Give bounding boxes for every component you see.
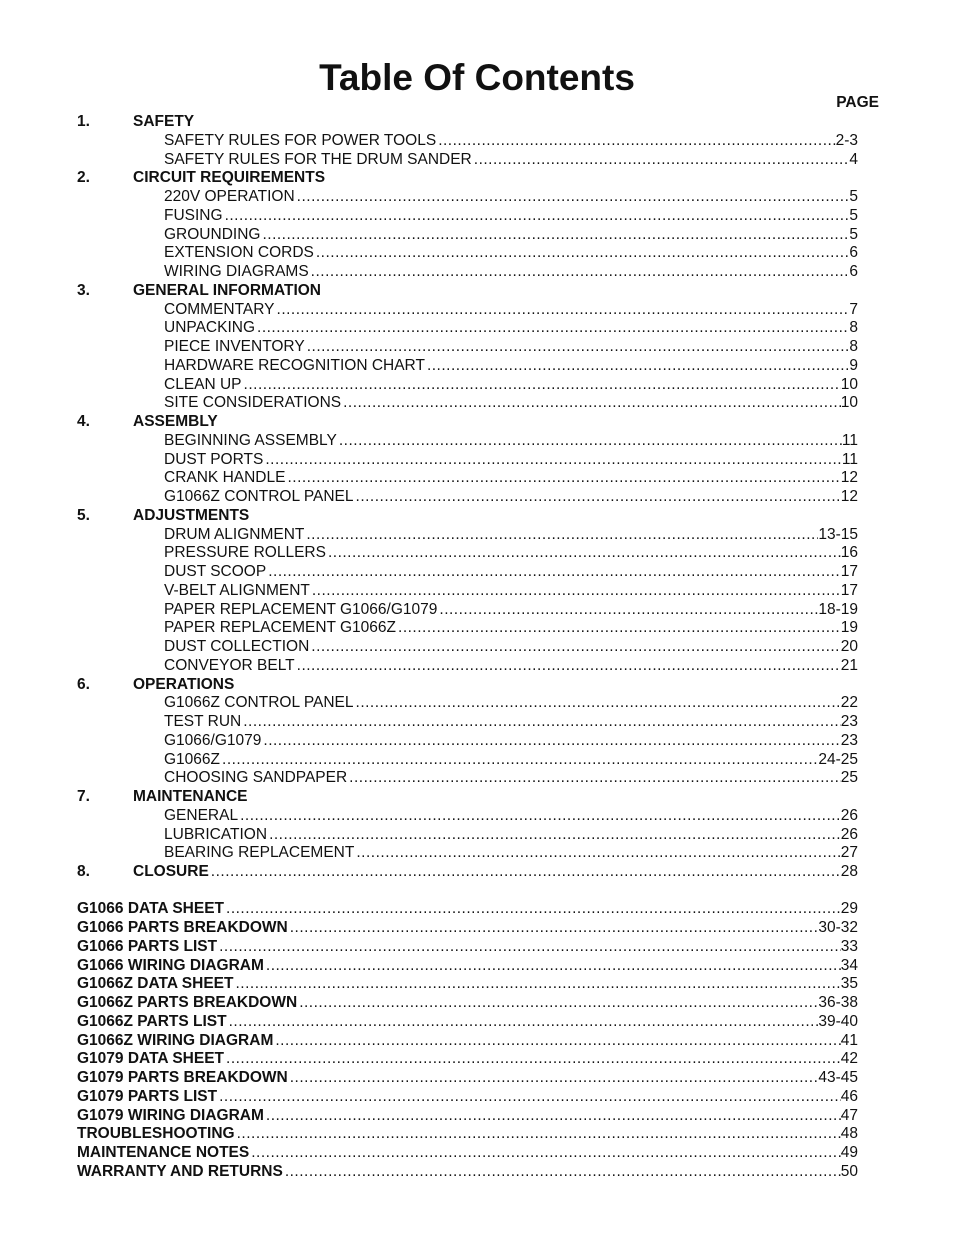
- toc-entry-line: [164, 263, 858, 282]
- spacer: [77, 882, 858, 901]
- toc-entry-label: G1066Z DATA SHEET: [77, 975, 234, 993]
- toc-entry-page: 42: [840, 1050, 858, 1068]
- toc-section-heading[interactable]: [77, 788, 858, 807]
- toc-entry-label: DUST SCOOP: [164, 563, 267, 580]
- dot-leader: [219, 938, 841, 957]
- dot-leader: [439, 601, 818, 620]
- toc-entry-page: 8: [849, 338, 858, 355]
- toc-entry-label: CHOOSING SANDPAPER: [164, 769, 348, 787]
- dot-leader: [474, 151, 850, 170]
- dot-leader: [226, 1050, 841, 1069]
- toc-entry-line: [77, 1013, 858, 1032]
- section-number: 4.: [77, 413, 90, 430]
- toc-entry-line: [164, 732, 858, 751]
- toc-entry[interactable]: [77, 919, 858, 938]
- toc-entry-line: [164, 601, 858, 620]
- toc-entry-page: 23: [840, 731, 858, 749]
- toc-entry-line: [164, 394, 858, 413]
- toc-entry-page: 5: [849, 206, 858, 224]
- dot-leader: [285, 1163, 841, 1182]
- section-number: 3.: [77, 281, 90, 299]
- toc-entry-page: 11: [841, 431, 858, 449]
- section-number: 2.: [77, 169, 90, 187]
- toc-entry-line: [164, 807, 858, 826]
- toc-entry-page: 5: [849, 188, 858, 205]
- toc-entry-label: HARDWARE RECOGNITION CHART: [164, 356, 425, 374]
- toc-entry-page: 24-25: [818, 750, 858, 768]
- toc-entry-page: 9: [849, 356, 858, 374]
- toc-entry-page: 20: [840, 638, 858, 655]
- toc-section-heading[interactable]: [77, 863, 858, 882]
- toc-entry-line: [77, 1088, 858, 1107]
- toc-entry-line: [164, 376, 858, 395]
- toc-entry[interactable]: [77, 900, 858, 919]
- toc-entry[interactable]: [77, 844, 858, 863]
- dot-leader: [211, 863, 841, 882]
- toc-entry[interactable]: [77, 807, 858, 826]
- section-title: OPERATIONS: [133, 675, 235, 693]
- toc-entry[interactable]: [77, 338, 858, 357]
- toc-entry-page: 50: [840, 1162, 858, 1180]
- dot-leader: [277, 301, 850, 320]
- page-column-label: PAGE: [836, 94, 879, 111]
- toc-entry[interactable]: [77, 769, 858, 788]
- toc-entry-line: [164, 226, 858, 245]
- toc-entry[interactable]: [77, 526, 858, 545]
- toc-entry-line: [164, 244, 858, 263]
- toc-entry-label: G1079 PARTS BREAKDOWN: [77, 1069, 288, 1086]
- toc-entry[interactable]: [77, 732, 858, 751]
- toc-entry-line: [164, 844, 858, 863]
- toc-entry-line: [164, 151, 858, 170]
- toc-entry-label: CRANK HANDLE: [164, 469, 286, 487]
- toc-entry-line: [164, 451, 858, 470]
- dot-leader: [311, 638, 840, 657]
- toc-entry[interactable]: [77, 151, 858, 170]
- toc-entry-page: 49: [840, 1144, 858, 1161]
- toc-entry-page: 18-19: [818, 600, 858, 618]
- toc-entry-label: G1066 WIRING DIAGRAM: [77, 956, 264, 974]
- toc-entry-line: [164, 338, 858, 357]
- dot-leader: [225, 207, 850, 226]
- toc-entry[interactable]: [77, 394, 858, 413]
- dot-leader: [297, 657, 841, 676]
- toc-entry-line: [164, 132, 858, 151]
- section-title: SAFETY: [133, 113, 195, 130]
- toc-entry-line: [164, 488, 858, 507]
- toc-entry-page: 13-15: [818, 525, 858, 543]
- toc-section-heading[interactable]: [77, 169, 858, 188]
- dot-leader: [257, 319, 849, 338]
- toc-entry-page: 29: [840, 900, 858, 918]
- toc-entry-label: PRESSURE ROLLERS: [164, 544, 326, 562]
- toc-entry-page: 10: [840, 375, 858, 393]
- dot-leader: [226, 900, 841, 919]
- toc-entry-label: SAFETY RULES FOR THE DRUM SANDER: [164, 150, 472, 168]
- toc-entry-label: SITE CONSIDERATIONS: [164, 394, 342, 412]
- toc-entry-label: DUST PORTS: [164, 450, 264, 468]
- toc-entry-page: 7: [849, 300, 858, 318]
- dot-leader: [356, 694, 841, 713]
- dot-leader: [290, 1069, 819, 1088]
- toc-entry[interactable]: [77, 263, 858, 282]
- toc-entry[interactable]: [77, 207, 858, 226]
- toc-entry-line: [77, 919, 858, 938]
- toc-entry-label: PAPER REPLACEMENT G1066/G1079: [164, 600, 438, 618]
- toc-entry[interactable]: [77, 1050, 858, 1069]
- toc-entry[interactable]: [77, 1163, 858, 1182]
- dot-leader: [244, 376, 841, 395]
- toc-entry-label: G1079 WIRING DIAGRAM: [77, 1106, 264, 1124]
- toc-entry-label: MAINTENANCE NOTES: [77, 1144, 250, 1161]
- toc-entry[interactable]: [77, 601, 858, 620]
- dot-leader: [266, 1107, 841, 1126]
- toc-entry[interactable]: [77, 582, 858, 601]
- toc-entry-page: 48: [840, 1125, 858, 1143]
- toc-entry-page: 4: [849, 150, 858, 168]
- dot-leader: [275, 1032, 840, 1051]
- toc-entry-page: 17: [840, 563, 858, 580]
- toc-entry-line: [164, 769, 858, 788]
- toc-entry-line: [164, 713, 858, 732]
- toc-entry-label: DUST COLLECTION: [164, 638, 310, 655]
- toc-entry[interactable]: [77, 1125, 858, 1144]
- toc-entry-line: [164, 301, 858, 320]
- toc-entry-label: G1066/G1079: [164, 731, 262, 749]
- toc-entry[interactable]: [77, 132, 858, 151]
- dot-leader: [438, 132, 835, 151]
- toc-entry-page: 8: [849, 319, 858, 337]
- toc-entry-label: UNPACKING: [164, 319, 256, 337]
- toc-entry[interactable]: [77, 975, 858, 994]
- dot-leader: [339, 432, 842, 451]
- toc-entry-page: 12: [840, 488, 858, 505]
- dot-leader: [240, 807, 841, 826]
- toc-entry[interactable]: [77, 751, 858, 770]
- toc-entry-label: BEARING REPLACEMENT: [164, 844, 355, 862]
- toc-entry[interactable]: [77, 638, 858, 657]
- toc-section-heading[interactable]: [77, 282, 858, 301]
- section-number: 1.: [77, 113, 90, 130]
- section-title: ADJUSTMENTS: [133, 506, 250, 524]
- toc-entry-label: TROUBLESHOOTING: [77, 1125, 235, 1143]
- dot-leader: [290, 919, 819, 938]
- toc-entry[interactable]: [77, 619, 858, 638]
- toc-entry[interactable]: [77, 694, 858, 713]
- toc-entry-line: [164, 582, 858, 601]
- toc-entry-label: V-BELT ALIGNMENT: [164, 581, 310, 599]
- dot-leader: [356, 488, 841, 507]
- toc-entry-line: [77, 1125, 858, 1144]
- toc-entry-line: [77, 900, 858, 919]
- toc-entry[interactable]: [77, 226, 858, 245]
- toc-entry-line: [164, 694, 858, 713]
- toc-entry-line: [164, 619, 858, 638]
- dot-leader: [237, 1125, 841, 1144]
- toc-entry-label: G1066Z CONTROL PANEL: [164, 694, 354, 712]
- toc-entry-line: [164, 207, 858, 226]
- toc-entry-page: 6: [849, 263, 858, 280]
- toc-entry-page: 43-45: [818, 1069, 858, 1086]
- toc-entry-page: 36-38: [818, 994, 858, 1011]
- dot-leader: [269, 826, 841, 845]
- toc-entry[interactable]: [77, 1013, 858, 1032]
- toc-entry[interactable]: [77, 1088, 858, 1107]
- dot-leader: [229, 1013, 819, 1032]
- toc-entry-page: 47: [840, 1106, 858, 1124]
- dot-leader: [356, 844, 840, 863]
- toc-entry-label: BEGINNING ASSEMBLY: [164, 431, 337, 449]
- toc-entry[interactable]: [77, 357, 858, 376]
- toc-entry-page: 11: [841, 450, 858, 468]
- dot-leader: [287, 469, 840, 488]
- toc-entry[interactable]: [77, 657, 858, 676]
- toc-entry[interactable]: [77, 563, 858, 582]
- toc-entry-page: 10: [840, 394, 858, 412]
- toc-entry-line: [133, 863, 858, 882]
- toc-entry[interactable]: [77, 938, 858, 957]
- toc-entry-page: 16: [840, 544, 858, 562]
- toc-entry-line: [164, 432, 858, 451]
- toc-entry-label: PIECE INVENTORY: [164, 338, 305, 355]
- toc-section-heading[interactable]: [77, 507, 858, 526]
- toc-entry-line: [164, 826, 858, 845]
- dot-leader: [349, 769, 841, 788]
- toc-entry-page: 17: [840, 581, 858, 599]
- dot-leader: [243, 713, 841, 732]
- dot-leader: [343, 394, 841, 413]
- toc-entry-line: [77, 1032, 858, 1051]
- toc-entry[interactable]: [77, 957, 858, 976]
- section-number: 6.: [77, 675, 90, 693]
- toc-entry-line: [77, 975, 858, 994]
- toc-entry-line: [77, 1050, 858, 1069]
- toc-entry[interactable]: [77, 376, 858, 395]
- toc-entry[interactable]: [77, 1032, 858, 1051]
- toc-entry[interactable]: [77, 488, 858, 507]
- toc-entry-line: [164, 638, 858, 657]
- dot-leader: [427, 357, 849, 376]
- toc-entry-label: G1066Z: [164, 750, 221, 768]
- toc-entry-line: [77, 1144, 858, 1163]
- toc-entry[interactable]: [77, 451, 858, 470]
- page-title: Table Of Contents: [319, 57, 635, 98]
- dot-leader: [328, 544, 841, 563]
- toc-entry-label: G1066Z CONTROL PANEL: [164, 488, 354, 505]
- toc-entry-page: 46: [840, 1087, 858, 1105]
- toc-entry-line: [77, 938, 858, 957]
- dot-leader: [312, 582, 841, 601]
- toc-entry-line: [164, 188, 858, 207]
- toc-entry-label: CLEAN UP: [164, 375, 242, 393]
- toc-entry-line: [164, 469, 858, 488]
- toc-entry-page: 27: [840, 844, 858, 862]
- toc-entry-page: 33: [840, 937, 858, 955]
- toc-entry-page: 30-32: [818, 919, 858, 936]
- toc-entry[interactable]: [77, 244, 858, 263]
- dot-leader: [266, 957, 841, 976]
- toc-entry-page: 39-40: [818, 1012, 858, 1030]
- dot-leader: [263, 732, 840, 751]
- dot-leader: [219, 1088, 841, 1107]
- toc-entry-page: 26: [840, 825, 858, 843]
- toc-entry-label: WIRING DIAGRAMS: [164, 263, 309, 280]
- section-number: 7.: [77, 788, 90, 805]
- dot-leader: [398, 619, 841, 638]
- toc-entry-label: GENERAL: [164, 806, 239, 824]
- toc-entry[interactable]: [77, 188, 858, 207]
- dot-leader: [311, 263, 850, 282]
- toc-entry[interactable]: [77, 994, 858, 1013]
- toc-entry[interactable]: [77, 1107, 858, 1126]
- toc-entry-label: DRUM ALIGNMENT: [164, 525, 305, 543]
- toc-entry-page: 5: [849, 225, 858, 243]
- toc-entry-label: G1066Z PARTS LIST: [77, 1012, 227, 1030]
- toc-entry-label: CONVEYOR BELT: [164, 656, 295, 674]
- toc-entry-label: G1066 PARTS LIST: [77, 937, 218, 955]
- toc-entry-line: [77, 1163, 858, 1182]
- section-number: 5.: [77, 506, 90, 524]
- toc-entry-page: 23: [840, 713, 858, 730]
- toc-entry-line: [77, 957, 858, 976]
- toc-entry-line: [164, 563, 858, 582]
- toc-entry-page: 2-3: [835, 131, 858, 149]
- toc-entry[interactable]: [77, 319, 858, 338]
- toc-entry-page: 25: [840, 769, 858, 787]
- section-title: MAINTENANCE: [133, 788, 248, 805]
- toc-entry-line: [164, 544, 858, 563]
- dot-leader: [251, 1144, 841, 1163]
- toc-entry-page: 12: [840, 469, 858, 487]
- dot-leader: [235, 975, 840, 994]
- section-title: CIRCUIT REQUIREMENTS: [133, 169, 326, 187]
- toc-section-heading[interactable]: [77, 413, 858, 432]
- toc-entry-page: 19: [840, 619, 858, 637]
- dot-leader: [306, 526, 818, 545]
- toc-entry-line: [164, 357, 858, 376]
- toc-section-heading[interactable]: [77, 113, 858, 132]
- toc-entry-page: 22: [840, 694, 858, 712]
- toc-entry-label: G1079 DATA SHEET: [77, 1050, 225, 1068]
- toc-entry-label: G1066 DATA SHEET: [77, 900, 225, 918]
- toc-entry-label: G1066Z PARTS BREAKDOWN: [77, 994, 298, 1011]
- dot-leader: [262, 226, 849, 245]
- toc-entry-page: 41: [840, 1031, 858, 1049]
- toc-entry[interactable]: [77, 826, 858, 845]
- toc-entry[interactable]: [77, 1144, 858, 1163]
- toc-list: [77, 113, 858, 1182]
- toc-entry-line: [164, 526, 858, 545]
- toc-entry[interactable]: [77, 713, 858, 732]
- toc-entry-page: 6: [849, 244, 858, 262]
- toc-entry-label: G1079 PARTS LIST: [77, 1087, 218, 1105]
- toc-entry-line: [77, 1069, 858, 1088]
- toc-entry-line: [77, 1107, 858, 1126]
- toc-entry[interactable]: [77, 544, 858, 563]
- toc-entry-label: PAPER REPLACEMENT G1066Z: [164, 619, 397, 637]
- dot-leader: [265, 451, 842, 470]
- toc-entry-page: 28: [840, 863, 858, 880]
- toc-entry-label: G1066 PARTS BREAKDOWN: [77, 919, 288, 936]
- dot-leader: [316, 244, 850, 263]
- toc-entry-page: 21: [840, 656, 858, 674]
- toc-entry-label: COMMENTARY: [164, 300, 275, 318]
- dot-leader: [299, 994, 818, 1013]
- dot-leader: [268, 563, 841, 582]
- toc-entry-label: SAFETY RULES FOR POWER TOOLS: [164, 131, 437, 149]
- section-title: GENERAL INFORMATION: [133, 281, 322, 299]
- toc-entry-label: WARRANTY AND RETURNS: [77, 1162, 283, 1180]
- toc-entry-label: LUBRICATION: [164, 825, 268, 843]
- toc-entry-line: [77, 994, 858, 1013]
- toc-entry-page: 26: [840, 806, 858, 824]
- dot-leader: [297, 188, 850, 207]
- toc-entry-label: EXTENSION CORDS: [164, 244, 314, 262]
- toc-entry[interactable]: [77, 301, 858, 320]
- dot-leader: [222, 751, 818, 770]
- toc-entry-label: FUSING: [164, 206, 223, 224]
- toc-entry-label: G1066Z WIRING DIAGRAM: [77, 1031, 274, 1049]
- toc-entry-line: [164, 319, 858, 338]
- dot-leader: [307, 338, 850, 357]
- toc-entry-label: GROUNDING: [164, 225, 261, 243]
- toc-entry-label: TEST RUN: [164, 713, 242, 730]
- toc-entry-page: 35: [840, 975, 858, 993]
- section-title: ASSEMBLY: [133, 413, 218, 430]
- toc-entry-page: 34: [840, 956, 858, 974]
- toc-entry[interactable]: [77, 469, 858, 488]
- toc-entry-line: [164, 751, 858, 770]
- toc-entry-line: [164, 657, 858, 676]
- section-number: 8.: [77, 863, 90, 880]
- toc-entry-label: 220V OPERATION: [164, 188, 295, 205]
- toc-section-heading[interactable]: [77, 676, 858, 695]
- toc-entry[interactable]: [77, 432, 858, 451]
- toc-entry-label: CLOSURE: [133, 863, 209, 880]
- toc-entry[interactable]: [77, 1069, 858, 1088]
